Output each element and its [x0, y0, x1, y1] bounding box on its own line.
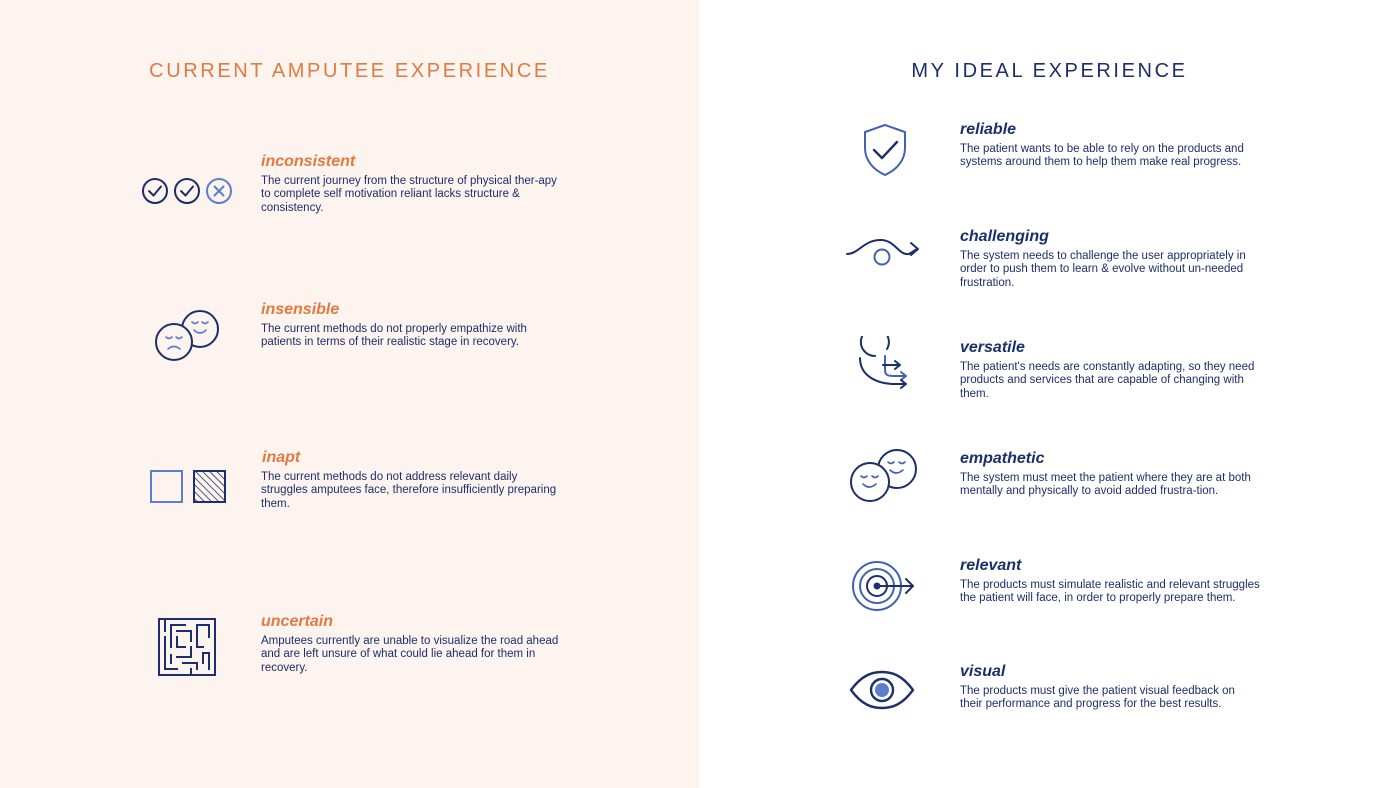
item-description: The products must give the patient visual feedback on their performance and progress for the best results.: [960, 685, 1235, 711]
current-experience-panel: [0, 0, 699, 788]
item-title: empathetic: [960, 450, 1045, 467]
shield-check-icon: [860, 122, 910, 178]
item-description: The current methods do not properly empathize with patients in terms of their realistic stage in recovery.: [261, 323, 527, 349]
item-description: Amputees currently are unable to visualize the road ahead and are left unsure of what could lie ahead for them in recovery.: [261, 635, 559, 674]
item-title: insensible: [261, 301, 340, 318]
item-description: The patient's needs are constantly adapting, so they need products and services that are capable of changing with them.: [960, 361, 1255, 400]
target-icon: [850, 558, 918, 614]
maze-icon: [157, 617, 217, 677]
check-check-x-icon: [140, 176, 236, 208]
wave-path-icon: [845, 232, 923, 272]
item-description: The system must meet the patient where they are at both mentally and physically to avoid added frustra-tion.: [960, 472, 1251, 498]
item-description: The products must simulate realistic and relevant struggles the patient will face, in order to properly prepare them.: [960, 579, 1260, 605]
item-description: The current journey from the structure of physical ther-apy to complete self motivation reliant lacks structure & consistency.: [261, 175, 557, 214]
current-experience-heading: CURRENT AMPUTEE EXPERIENCE: [149, 60, 550, 82]
item-description: The patient wants to be able to rely on the products and systems around them to help them make real progress.: [960, 143, 1244, 169]
item-title: challenging: [960, 228, 1049, 245]
sad-happy-faces-icon: [152, 308, 224, 366]
item-title: inconsistent: [261, 153, 356, 170]
item-title: uncertain: [261, 613, 334, 630]
ideal-experience-heading: MY IDEAL EXPERIENCE: [911, 60, 1188, 82]
item-description: The system needs to challenge the user appropriately in order to push them to learn & evolve without un-needed frustration.: [960, 250, 1246, 289]
item-title: reliable: [960, 121, 1017, 138]
item-title: relevant: [960, 557, 1022, 574]
empty-hatched-squares-icon: [149, 468, 229, 506]
ideal-experience-panel: [699, 0, 1400, 788]
item-title: versatile: [960, 339, 1025, 356]
item-description: The current methods do not address relevant daily struggles amputees face, therefore insufficiently preparing them.: [261, 471, 557, 510]
item-title: visual: [960, 663, 1006, 680]
eye-icon: [848, 670, 916, 710]
happy-faces-icon: [847, 446, 921, 506]
item-title: inapt: [262, 449, 301, 466]
adaptive-arrows-icon: [855, 336, 913, 394]
